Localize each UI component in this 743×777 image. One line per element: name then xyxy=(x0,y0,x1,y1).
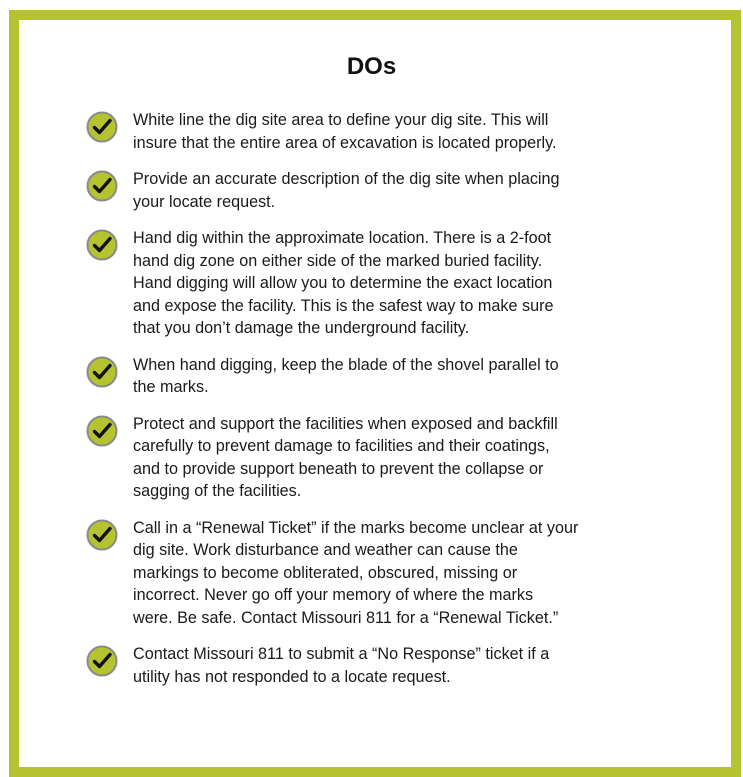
list-item-text: Call in a “Renewal Ticket” if the marks become unclear at your dig site. Work disturbance and weather can cause the markings to become obliterated, obscured, missing or incorrect. Never go off your memory of where the marks were. Be safe. Contact Missouri 811 for a “Renewal Ticket.” xyxy=(133,518,579,627)
page-title: DOs xyxy=(346,53,397,80)
list-item-text: White line the dig site area to define your dig site. This will insure that the entire area of excavation is located properly. xyxy=(133,111,557,152)
list-item xyxy=(86,227,646,340)
list-item-text: When hand digging, keep the blade of the shovel parallel to the marks. xyxy=(133,355,559,396)
check-circle-icon xyxy=(86,229,118,261)
list-item xyxy=(86,643,646,688)
check-circle-icon xyxy=(86,415,118,447)
list-item-text: Provide an accurate description of the dig site when placing your locate request. xyxy=(133,170,560,211)
list-item xyxy=(86,168,646,213)
check-circle-icon xyxy=(86,111,118,143)
list-item xyxy=(86,413,646,503)
list-item-text: Contact Missouri 811 to submit a “No Response” ticket if a utility has not responded to a locate request. xyxy=(133,645,550,686)
check-circle-icon xyxy=(86,170,118,202)
check-circle-icon xyxy=(86,519,118,551)
list-item xyxy=(86,109,646,154)
check-circle-icon xyxy=(86,645,118,677)
list-item-text: Protect and support the facilities when exposed and backfill carefully to prevent damage to facilities and their coatings, and to provide support beneath to prevent the collapse or sagging of the facilities. xyxy=(133,414,558,500)
dos-list xyxy=(86,109,646,702)
check-circle-icon xyxy=(86,356,118,388)
list-item xyxy=(86,517,646,630)
list-item xyxy=(86,354,646,399)
list-item-text: Hand dig within the approximate location. There is a 2-foot hand dig zone on either side of the marked buried facility. Hand digging will allow you to determine the exact location and expose the facility. This is the safest way to make sure that you don’t damage the underground facility. xyxy=(133,229,554,337)
